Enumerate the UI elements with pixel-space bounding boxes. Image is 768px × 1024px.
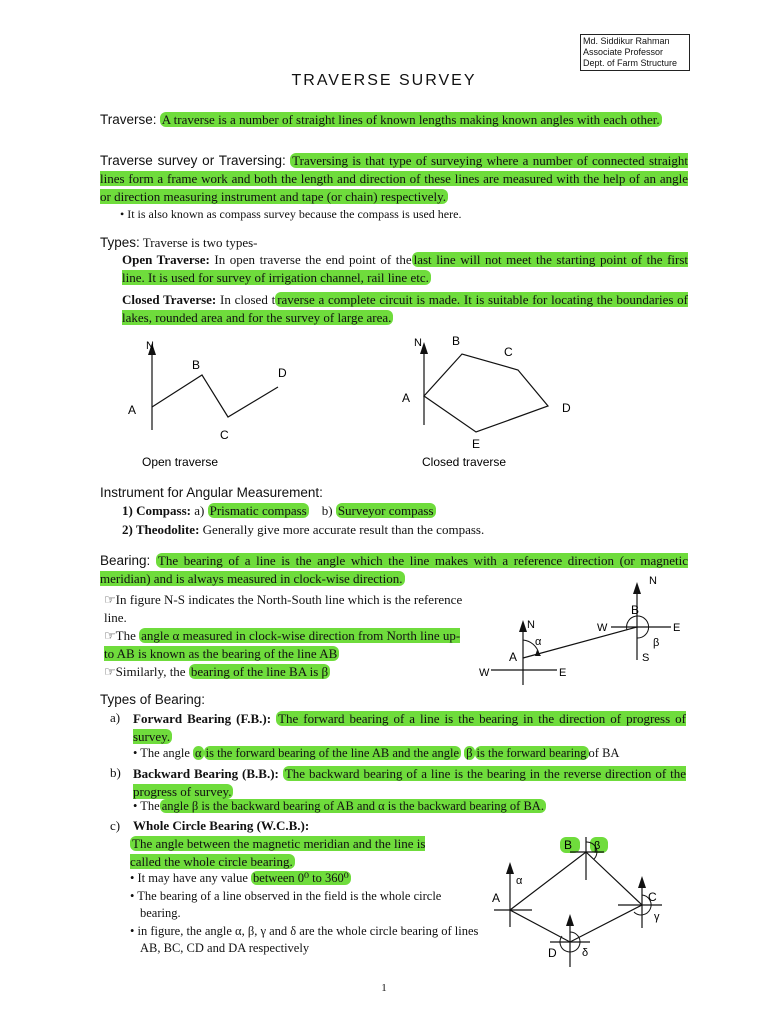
- prismatic-compass: Prismatic compass: [209, 503, 307, 518]
- open-traverse-plain: In open traverse the end point of the: [214, 252, 412, 267]
- fig4-delta: δ: [582, 947, 589, 959]
- closed-traverse-polygon: [424, 354, 548, 432]
- open-traverse-text: last line will not meet the starting point of the first line. It is used for survey of irrigation channel, rail line etc.: [122, 252, 689, 285]
- fb-alpha: α: [195, 746, 202, 760]
- bb-bullet: • The angle β is the backward bearing of AB and α is the backward bearing of BA.: [133, 799, 544, 813]
- closed-traverse: [122, 291, 688, 327]
- fb-bullet: • The angle α is the forward bearing of the line AB and the angle β is the forward bearing of BA: [133, 746, 620, 760]
- bearing-note-3: [104, 663, 464, 681]
- wcb-b2-text: The bearing of a line observed in the field is the whole circle bearing.: [137, 888, 442, 920]
- closed-traverse-plain: In closed t: [220, 292, 276, 307]
- fig1-c-label: C: [220, 428, 229, 442]
- fig4-a: A: [492, 891, 501, 905]
- compass-b: b): [321, 503, 333, 518]
- open-traverse-figure: [110, 335, 310, 475]
- wcb-b3-text: in figure, the angle α, β, γ and δ are the whole circle bearing of lines AB, BC, CD and DA respectively: [137, 923, 479, 955]
- bearing-figure: [475, 570, 690, 685]
- bearing-notes: [104, 591, 464, 681]
- bearing-heading: Bearing:: [100, 553, 151, 568]
- fb-bullet-start: The angle: [140, 746, 190, 760]
- types-line: [100, 235, 258, 251]
- fig2-c-label: C: [504, 345, 513, 359]
- bearing-note-2-text: angle α measured in clock-wise direction from North line up-to AB is known as the bearing of the line AB: [104, 628, 461, 661]
- backward-bearing: [133, 765, 686, 801]
- page-number: 1: [381, 982, 387, 994]
- bb-label: Backward Bearing (B.B.):: [133, 766, 279, 781]
- fig2-caption: Closed traverse: [422, 455, 507, 469]
- bearing-note-2-plain: The: [115, 628, 136, 643]
- fig2-a-label: A: [402, 391, 411, 405]
- fig1-b-label: B: [192, 358, 201, 372]
- surveyor-compass: Surveyor compass: [337, 503, 434, 518]
- traversing-bullet-text: It is also known as compass survey because the compass is used here.: [127, 207, 462, 221]
- bearing-note-1-text: In figure N-S indicates the North-South line which is the reference line.: [104, 592, 463, 625]
- wcb-b1-range: between 0⁰ to 360⁰: [253, 871, 349, 885]
- author-dept: Dept. of Farm Structure: [583, 58, 678, 68]
- traverse-definition: [100, 111, 688, 129]
- traversing-definition: [100, 152, 688, 206]
- wcb-bullets: [130, 870, 480, 958]
- wcb-figure: [482, 832, 682, 972]
- page-title: TRAVERSE SURVEY: [291, 72, 477, 89]
- fig2-b-label: B: [452, 334, 461, 348]
- bearing-note-3-text: bearing of the line BA is β: [190, 664, 329, 679]
- compass-label: 1) Compass:: [122, 503, 191, 518]
- hand-icon: ☞: [104, 628, 116, 643]
- fig3-beta: β: [653, 637, 660, 649]
- fig1-caption: Open traverse: [142, 455, 219, 469]
- open-traverse-label: Open Traverse:: [122, 252, 210, 267]
- traverse-heading: Traverse:: [100, 112, 157, 127]
- fig3-n1: N: [527, 619, 535, 631]
- fig2-d-label: D: [562, 401, 571, 415]
- wcb-bullet-3: • in figure, the angle α, β, γ and δ are the whole circle bearing of lines AB, BC, CD and DA respectively: [130, 923, 479, 955]
- traverse-text: A traverse is a number of straight lines of known lengths making known angles with each other.: [161, 112, 660, 127]
- fb-beta: β: [466, 746, 473, 760]
- open-traverse-lines: [152, 375, 278, 417]
- fig3-alpha: α: [535, 636, 542, 648]
- wcb-polygon: [510, 852, 642, 942]
- wcb-bullet-1: • It may have any value between 0⁰ to 360⁰: [130, 871, 349, 885]
- fig3-w1: W: [479, 667, 490, 679]
- traversing-heading: Traverse survey or Traversing:: [100, 153, 286, 168]
- fig3-b: B: [631, 603, 640, 617]
- fig3-e2: E: [673, 622, 681, 634]
- fig4-c: C: [648, 890, 657, 904]
- wcb-label-text: Whole Circle Bearing (W.C.B.):: [133, 818, 310, 833]
- theodolite-line: [122, 522, 484, 538]
- bearing-note-2: [104, 627, 464, 663]
- hand-icon: ☞: [104, 664, 116, 679]
- bb-bullet-start: The: [140, 799, 160, 813]
- bearing-note-1: [104, 591, 464, 627]
- fig4-beta: β: [594, 840, 601, 852]
- hand-icon: ☞: [104, 592, 116, 607]
- fig3-w2: W: [597, 622, 608, 634]
- fig2-e-label: E: [472, 437, 481, 451]
- fig4-gamma: γ: [654, 911, 660, 923]
- author-box: [580, 34, 690, 71]
- fb-letter: a): [110, 710, 121, 725]
- types-intro: Traverse is two types-: [142, 235, 258, 250]
- fb-end: of BA: [588, 746, 620, 760]
- fig1-d-label: D: [278, 366, 287, 380]
- traversing-text: Traversing is that type of surveying where a number of connected straight lines form a frame work and both the length and direction of these lines are measured with the help of an angle or direction measuring instrument and tape (or chain) respectively.: [100, 153, 688, 204]
- bearing-text: The bearing of a line is the angle which the line makes with a reference direction (or magnetic meridian) and is always measured in clock-wise direction.: [100, 553, 689, 586]
- theodolite-text: Generally give more accurate result than the compass.: [202, 522, 485, 537]
- fb-label: Forward Bearing (F.B.):: [133, 711, 272, 726]
- fig2-n-label: N: [414, 337, 422, 349]
- wcb-label: [133, 818, 309, 834]
- closed-traverse-text: raverse a complete circuit is made. It is suitable for locating the boundaries of lakes, rounded area and for the survey of large area.: [122, 292, 689, 325]
- author-name: Md. Siddikur Rahman: [583, 36, 670, 46]
- fig4-d: D: [548, 946, 557, 960]
- fig3-s: S: [642, 652, 650, 664]
- fig1-n-label: N: [146, 340, 154, 352]
- instrument-heading: Instrument for Angular Measurement:: [100, 485, 323, 500]
- closed-traverse-label: Closed Traverse:: [122, 292, 217, 307]
- open-traverse: [122, 251, 688, 287]
- compass-a: a): [194, 503, 205, 518]
- wcb-bullet-2: • The bearing of a line observed in the field is the whole circle bearing.: [130, 888, 442, 920]
- fig1-a-label: A: [128, 403, 137, 417]
- wcb-letter: c): [110, 818, 121, 833]
- author-title: Associate Professor: [583, 47, 664, 57]
- bb-text: The backward bearing of a line is the bearing in the reverse direction of the progress of survey.: [133, 766, 686, 799]
- fb-mid2: is the forward bearing: [476, 746, 587, 760]
- forward-bearing: [133, 710, 686, 746]
- fig4-b: B: [564, 838, 573, 852]
- fig3-e1: E: [559, 667, 567, 679]
- bb-letter: b): [110, 765, 121, 780]
- types-heading: Types:: [100, 235, 140, 250]
- bb-bullet-text: angle β is the backward bearing of AB and α is the backward bearing of BA.: [161, 799, 544, 813]
- closed-traverse-figure: [390, 330, 590, 475]
- fig3-a: A: [509, 650, 518, 664]
- traversing-bullet: • It is also known as compass survey because the compass is used here.: [120, 207, 462, 221]
- compass-line: [122, 503, 436, 519]
- wcb-text: The angle between the magnetic meridian and the line is called the whole circle bearing.: [130, 836, 426, 869]
- fig3-n2: N: [649, 575, 657, 587]
- theodolite-label: 2) Theodolite:: [122, 522, 200, 537]
- fb-text: The forward bearing of a line is the bearing in the direction of progress of survey.: [133, 711, 687, 744]
- types-bearing-heading: Types of Bearing:: [100, 692, 206, 707]
- wcb-b1-plain: It may have any value: [137, 871, 248, 885]
- fig4-alpha: α: [516, 875, 523, 887]
- wcb-definition: [130, 835, 455, 870]
- bearing-note-3-plain: Similarly, the: [115, 664, 186, 679]
- fb-mid: is the forward bearing of the line AB and the angle: [205, 746, 460, 760]
